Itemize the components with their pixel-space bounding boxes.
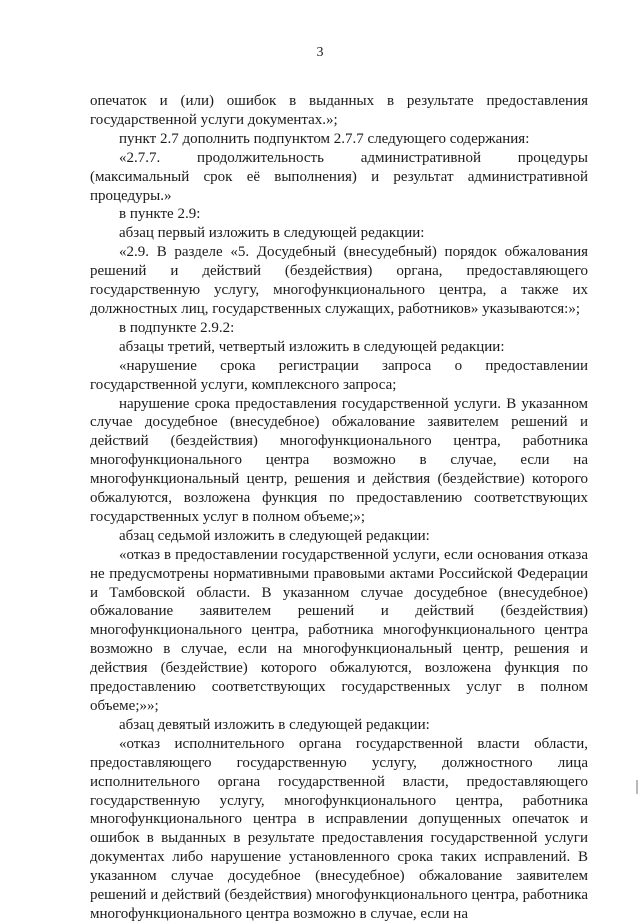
paragraph: абзац первый изложить в следующей редакции:: [119, 225, 425, 242]
paragraph: в подпункте 2.9.2:: [119, 319, 235, 336]
paragraph: пункт 2.7 дополнить подпунктом 2.7.7 следующего содержания:: [119, 130, 530, 147]
paragraph: в пункте 2.9:: [119, 206, 201, 223]
paragraph: «2.7.7. продолжительность административной процедуры (максимальный срок её выполнения) и результат административной процедуры.»: [90, 149, 588, 204]
paragraph: абзацы третий, четвертый изложить в следующей редакции:: [119, 338, 505, 355]
paragraph: «2.9. В разделе «5. Досудебный (внесудебный) порядок обжалования решений и действий (бездействия) органа, предоставляющего государственную услугу, многофункционального центра, а также их должностных лиц, государственных служащих, работников» указываются:»;: [90, 244, 588, 317]
paragraph: нарушение срока предоставления государственной услуги. В указанном случае досудебное (внесудебное) обжалование заявителем решений и действий (бездействия) многофункционального центра, работника многофункционального центра возможно в случае, если на многофункциональный центр, решения и действия (бездействие) которого обжалуются, возложена функция по предоставлению соответствующих государственных услуг в полном объеме;»;: [90, 395, 588, 525]
scan-edge-mark: [636, 780, 638, 794]
paragraph: абзац седьмой изложить в следующей редакции:: [119, 527, 430, 544]
paragraph: «нарушение срока регистрации запроса о предоставлении государственной услуги, комплексного запроса;: [90, 357, 588, 393]
page-number: 3: [316, 45, 324, 60]
paragraph: опечаток и (или) ошибок в выданных в результате предоставления государственной услуги документах.»;: [90, 93, 588, 128]
paragraph: «отказ в предоставлении государственной услуги, если основания отказа не предусмотрены нормативными правовыми актами Российской Федерации и Тамбовской области. В указанном случае досудебное (внесудебное) обжалование заявителем решений и действий (бездействия) многофункционального центра, работника многофункционального центра возможно в случае, если на многофункциональный центр, решения и действия (бездействие) которого обжалуются, возложена функция по предоставлению соответствующих государственных услуг в полном объеме;»»;: [90, 546, 588, 714]
paragraph: абзац девятый изложить в следующей редакции:: [119, 716, 430, 733]
document-body: [90, 92, 588, 924]
paragraph: «отказ исполнительного органа государственной власти области, предоставляющего государственную услугу, должностного лица исполнительного органа государственной власти, предоставляющего государственную услугу, многофункционального центра, работника многофункционального центра в исправлении допущенных опечаток и ошибок в выданных в результате предоставления государственной услуги документах либо нарушение установленного срока таких исправлений. В указанном случае досудебное (внесудебное) обжалование заявителем решений и действий (бездействия) многофункционального центра, работника многофункционального центра возможно в случае, если на: [90, 735, 588, 922]
